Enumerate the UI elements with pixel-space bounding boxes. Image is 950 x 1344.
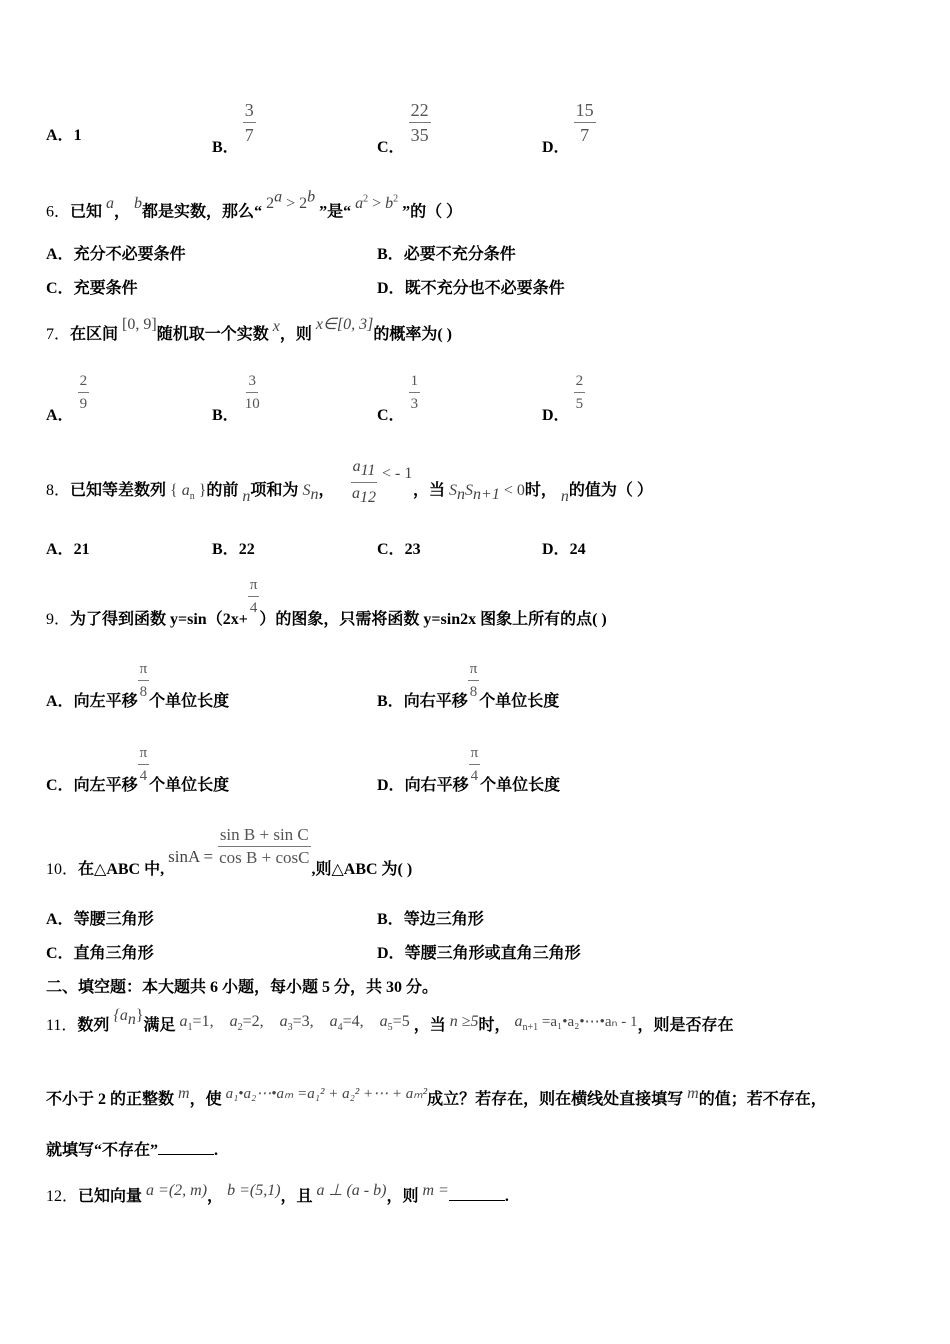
q8-option-c: C．23 xyxy=(377,541,421,558)
q12-stem: 12．已知向量 a =(2, m)， b =(5,1)，且 a ⊥ (a - b)，则 m = . xyxy=(46,1182,509,1205)
q5-option-d: D． $\frac{15}{7}$ xyxy=(542,100,594,157)
fraction: $\frac{22}{35}$ xyxy=(410,100,429,145)
q5-option-b: B． $\frac{3}{7}$ xyxy=(212,100,254,157)
q8-option-b: B．22 xyxy=(212,541,255,558)
q7-stem: 7．在区间 [0, 9]随机取一个实数 x，则 x∈[0, 3]的概率为( ) xyxy=(46,316,452,343)
q5-option-c: C． $\frac{22}{35}$ xyxy=(377,100,429,157)
q11-line3: 就填写“不存在” . xyxy=(46,1142,219,1159)
q7-option-b: B． $\frac{3}{10}$ xyxy=(212,373,260,425)
q8-option-a: A．21 xyxy=(46,541,90,558)
q7-option-a: A． $\frac{2}{9}$ xyxy=(46,373,88,425)
q8-stem-end: ，当 $S_nS_{n+1} < 0$时， n的值为（ ） xyxy=(413,482,653,505)
q6-option-a: A．充分不必要条件 xyxy=(46,246,186,263)
q6-option-b: B．必要不充分条件 xyxy=(377,246,516,263)
q9-option-b: B．向右平移 $\frac{\pi}{8}$ 个单位长度 xyxy=(377,661,560,711)
q10-option-c: C．直角三角形 xyxy=(46,945,154,962)
q10-stem: 10．在△ABC 中, sinA = $\frac{\text{sin B + sin C}}{\text{cos B + cosC}}$ ,则△ABC 为( ) xyxy=(46,825,413,879)
q10-option-a: A．等腰三角形 xyxy=(46,911,154,928)
q6-stem: 6．已知 a， b都是实数，那么“ $2^a > 2^b$ ”是“ $a^2 > b^2$ ”的（ ） xyxy=(46,189,463,221)
q11-line1: 11．数列 $\{a_n\}$满足 $a_1=1$, $a_2=2$, $a_3=3$, $a_4=4$, $a_5=5$ ，当 n ≥5时， $a_{n+1}$ =a₁•a₂•⋯•aₙ - 1，则是否存在 xyxy=(46,1007,734,1034)
section-heading: 二、填空题：本大题共 6 小题，每小题 5 分，共 30 分。 xyxy=(46,979,439,996)
answer-blank[interactable] xyxy=(158,1140,214,1155)
q9-stem: 9．为了得到函数 y=sin（2x+ $\frac{\pi}{4}$ ）的图象，只需将函数 y=sin2x 图象上所有的点( ) xyxy=(46,577,607,629)
q5-option-a: A．1 xyxy=(46,127,82,144)
q8-ratio: $\frac{a_{11}}{a_{12}}$ < - 1 xyxy=(352,458,413,506)
q7-option-c: C． $\frac{1}{3}$ xyxy=(377,373,419,425)
q10-option-d: D．等腰三角形或直角三角形 xyxy=(377,945,581,962)
q6-option-c: C．充要条件 xyxy=(46,280,138,297)
q10-option-b: B．等边三角形 xyxy=(377,911,484,928)
q9-option-a: A．向左平移 $\frac{\pi}{8}$ 个单位长度 xyxy=(46,661,230,711)
answer-blank[interactable] xyxy=(449,1186,505,1201)
q6-option-d: D．既不充分也不必要条件 xyxy=(377,280,565,297)
q11-line2: 不小于 2 的正整数 m，使 a₁•a₂⋯•aₘ =a₁² + a₂² +⋯ + aₘ²成立？若存在，则在横线处直接填写 m的值；若不存在， xyxy=(46,1085,827,1108)
q7-option-d: D． $\frac{2}{5}$ xyxy=(542,373,584,425)
fraction: $\frac{3}{7}$ xyxy=(244,100,254,145)
q8-option-d: D．24 xyxy=(542,541,586,558)
q9-option-c: C．向左平移 $\frac{\pi}{4}$ 个单位长度 xyxy=(46,745,230,795)
q8-stem: 8．已知等差数列 { $a_n$ }的前 n项和为 $S_n$， xyxy=(46,482,335,505)
fraction: $\frac{15}{7}$ xyxy=(575,100,594,145)
q9-option-d: D．向右平移 $\frac{\pi}{4}$ 个单位长度 xyxy=(377,745,561,795)
